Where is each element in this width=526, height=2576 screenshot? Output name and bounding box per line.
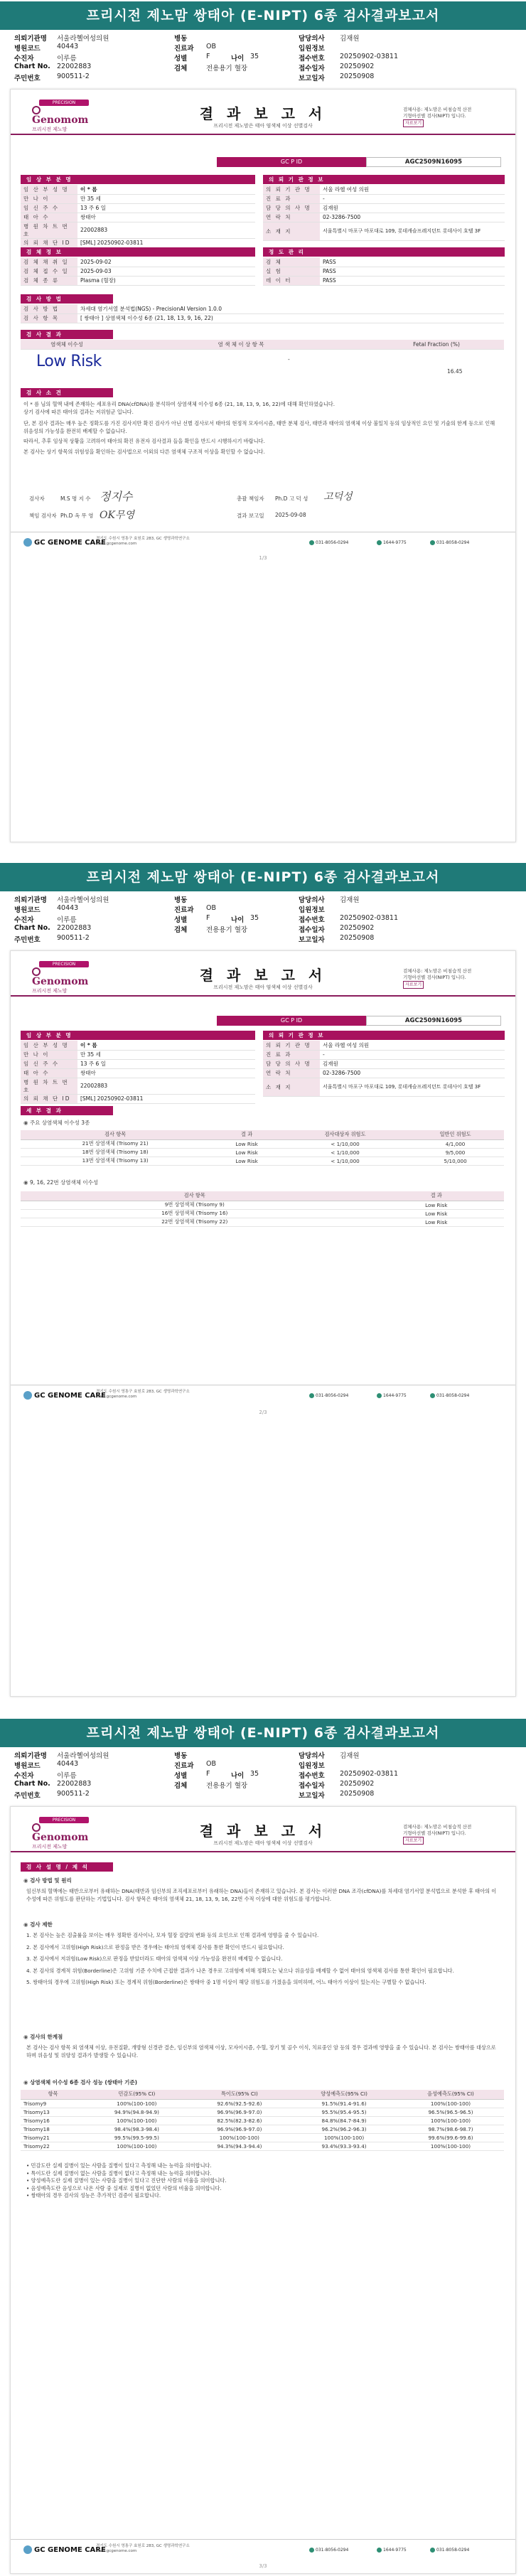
table-row: 검 사 방 법 차세대 염기서열 분석법(NGS) - PrecisionAI Version 1.0.0 <box>21 304 504 313</box>
table-row: 소 재 지 서울특별시 마포구 마포대로 109, 롯데캐슬프레지던트 롯데사이 호텔 3F <box>263 222 505 240</box>
gcp-id-value: AGC2509N16095 <box>366 157 501 167</box>
table-row: Trisomy21 99.5%(99.5-99.5) 100%(100-100) 100%(100-100) 99.6%(99.6-99.6) <box>21 2133 504 2142</box>
header-rule <box>11 995 515 997</box>
table-row: 의 뢰 채 단 ID [SML] 20250902-03811 <box>21 1094 255 1103</box>
patient-info-header: 의뢰기관명 서울라헬여성의원 병원코드 40443 수진자 이루름 Chart No. 22002883 주민번호 900511-2 병동 진료과 OB 성별 F 나이 35 검체 전용용기 혈장 담당의사 김재원 입원정보 접수번호 20250902-03811 접수일자 20250902 보고일자 20250908 <box>14 896 399 944</box>
requester-table <box>263 1041 505 1097</box>
table-row: 검사 항목 결 과 <box>21 1191 504 1201</box>
list-item: • 쌍태아의 경우 검사의 성능은 추가적인 검증이 필요합니다. <box>26 2192 161 2199</box>
data-view-button[interactable]: 자료보기 <box>403 1837 424 1845</box>
report-sheet-3 <box>10 1806 516 2574</box>
section-result: 검 사 결 과 <box>21 330 113 339</box>
list-item: • 특이도란 실제 질병이 없는 사람을 질병이 없다고 측정해 내는 능력을 의미합니다. <box>26 2169 212 2177</box>
table-row: 검 사 항 목 [ 쌍태아 ] 상염색체 이수성 6종 (21, 18, 13, 9, 16, 22) <box>21 313 504 323</box>
table-row: 검 체 PASS <box>263 257 505 267</box>
table-row: Trisomy18 98.4%(98.3-98.4) 96.9%(96.9-97.0) 96.2%(96.2-96.3) 98.7%(98.6-98.7) <box>21 2125 504 2133</box>
report-subtitle: 프리시전 제노맘은 태아 염색체 이상 선별검사 <box>213 984 313 990</box>
table-row: 진 료 과 - <box>263 194 505 203</box>
table-row: 임 산 부 성 명 이 * 름 <box>21 1041 255 1050</box>
table-row: 21번 상염색체 (Trisomy 21) Low Risk < 1/10,000 4/1,000 <box>21 1139 504 1148</box>
data-view-button[interactable]: 자료보기 <box>403 981 424 989</box>
table-row: 실 험 PASS <box>263 267 505 276</box>
report-right-note: 검체사용: 제노맘은 비침습적 산전 기형아선별 검사(NIPT) 입니다. 자료보기 <box>403 1824 472 1843</box>
report-banner-title: 프리시전 제노맘 쌍태아 (E-NIPT) 6종 검사결과보고서 <box>0 1 526 30</box>
table-row: 염색체 이수성 염 색 체 이 상 항 목 Fetal Fraction (%) <box>21 340 504 349</box>
major-result-table <box>21 1130 504 1166</box>
section-specimen: 검 체 정 보 <box>21 247 255 257</box>
patient-info-header: 의뢰기관명 서울라헬여성의원 병원코드 40443 수진자 이루름 Chart No. 22002883 주민번호 900511-2 병동 진료과 OB 성별 F 나이 35 검체 전용용기 혈장 담당의사 김재원 입원정보 접수번호 20250902-03811 접수일자 20250902 보고일자 20250908 <box>14 35 399 82</box>
total-signature: 고덕성 <box>323 491 353 503</box>
performance-table <box>21 2090 504 2151</box>
section-opinion: 검 사 소 견 <box>21 388 113 397</box>
major-note: ◉ 주요 상염색체 이수성 3종 <box>23 1119 90 1127</box>
limits-text: 본 검사는 검사 항목 외 염색체 이상, 유전질환, 개방형 신경관 결손, 임신부의 염색체 이상, 모자이시즘, 수혈, 장기 및 골수 이식, 치료중인 암 등의 경우 결과에 영향을 줄 수 있습니다. 본 검사는 쌍태아를 대상으로 하며 위음성 및 위양성 결과가 발생할 수 있습니다. <box>26 2044 496 2059</box>
gcp-id-value: AGC2509N16095 <box>366 1016 501 1026</box>
list-item: 4. 본 검사의 경계적 위험(Borderline)은 고위험 기준 수치에 근접한 결과가 나온 경우로 고위험에 비해 정확도는 낮으나 위음성을 배제할 수 없어 태아의 염색체 검사를 통한 확인이 필요합니다. <box>26 1967 454 1974</box>
report-title: 결 과 보 고 서 <box>199 967 327 984</box>
list-item: • 민감도란 실제 질병이 있는 사람을 질병이 있다고 측정해 내는 능력을 의미합니다. <box>26 2162 212 2169</box>
table-row: 임 신 주 수 13 주 6 일 <box>21 203 255 213</box>
result-header-table <box>21 340 504 350</box>
gc-logo-icon <box>23 2545 32 2554</box>
gc-genome-logo: GC GENOME CARE <box>23 538 106 547</box>
gc-logo-icon <box>23 1391 32 1400</box>
list-item: • 음성예측도란 음성으로 나온 사람 중 실제로 질병이 없었던 사람의 비율을 의미합니다. <box>26 2184 222 2191</box>
section-requester: 의 뢰 기 관 정 보 <box>263 1031 505 1040</box>
result-abnormal-item: - <box>288 356 290 363</box>
footnotes <box>26 2162 499 2200</box>
report-right-note: 검체사용: 제노맘은 비침습적 산전 기형아선별 검사(NIPT) 입니다. 자료보기 <box>403 968 472 987</box>
list-item: • 양성예측도란 실제 질병이 있는 사람을 질병이 있다고 진단한 사람의 비율을 의미합니다. <box>26 2177 227 2184</box>
gcp-id-label: GC P ID <box>217 1016 366 1026</box>
table-row: 담 당 의 사 명 김재원 <box>263 203 505 213</box>
section-detail: 세 부 결 과 <box>21 1106 113 1115</box>
list-item: 5. 쌍태아의 경우에 고위험(High Risk) 또는 경계적 위험(Borderline)은 쌍태아 중 1명 이상이 해당 위험도를 가졌음을 의미하며, 어느 태아가 이상이 있는지는 구별할 수 없습니다. <box>26 1979 426 1985</box>
notes-heading: ◉ 검사 제한 <box>23 1921 53 1928</box>
genomom-logo-icon <box>32 1823 41 1832</box>
table-row: 임 신 주 수 13 주 6 일 <box>21 1059 255 1068</box>
table-row: 의 뢰 채 단 ID [SML] 20250902-03811 <box>21 238 255 247</box>
table-row: 검 체 종 류 Plasma (혈장) <box>21 276 255 285</box>
report-sheet-2 <box>10 950 516 1697</box>
table-row: 의 뢰 기 관 명 서울 라헬 여성 의원 <box>263 1041 505 1050</box>
table-row: 병 원 차 트 번 호 22002883 <box>21 222 255 238</box>
gc-logo-icon <box>23 538 32 547</box>
table-row: 태 아 수 쌍태아 <box>21 1068 255 1078</box>
specimen-table <box>21 257 255 286</box>
section-quality: 정 도 관 리 <box>263 247 505 257</box>
table-row: 연 락 처 02-3286-7500 <box>263 213 505 222</box>
gc-genome-logo: GC GENOME CARE <box>23 1391 106 1400</box>
table-row: 항목 민감도(95% CI) 특이도(95% CI) 양성예측도(95% CI) 음성예측도(95% CI) <box>21 2090 504 2099</box>
section-requester: 의 뢰 기 관 정 보 <box>263 175 505 184</box>
page-number: 1/3 <box>259 555 267 561</box>
requester-table <box>263 185 505 241</box>
section-guide: 검 사 설 명 / 제 석 <box>21 1862 113 1872</box>
fax-icon <box>430 540 435 545</box>
phone-icon <box>377 1393 382 1398</box>
fetal-fraction-value: 16.45 <box>447 368 463 375</box>
subject-table <box>21 185 255 248</box>
table-row: 진 료 과 - <box>263 1050 505 1059</box>
approver-signature: OK무영 <box>100 510 134 521</box>
report-right-note: 검체사용: 제노맘은 비침습적 산전 기형아선별 검사(NIPT) 입니다. 자료보기 <box>403 107 472 126</box>
genomom-logo-icon <box>32 967 41 976</box>
table-row: 16번 상염색체 (Trisomy 16) Low Risk <box>21 1209 504 1218</box>
phone-icon <box>377 2548 382 2553</box>
table-row: 데 이 터 PASS <box>263 276 505 285</box>
scope-heading: ◉ 검사 방법 및 원리 <box>23 1877 72 1884</box>
report-banner-title: 프리시전 제노맘 쌍태아 (E-NIPT) 6종 검사결과보고서 <box>0 863 526 891</box>
table-row: 검 체 채 취 일 2025-09-02 <box>21 257 255 267</box>
section-subject: 임 상 부 분 명 <box>21 1031 255 1040</box>
header-rule <box>11 1851 515 1852</box>
gcp-id-label: GC P ID <box>217 157 366 167</box>
opinion-text: 이 * 름 님의 혈액 내에 존재하는 세포유리 DNA(cfDNA)를 분석하여 상염색체 이수성 6종 (21, 18, 13, 9, 16, 22)에 대해 확인하였습니다. 상기 검사에 따른 태아의 결과는 저위험군 입니다. 단, 본 검사 결과는 매우 높은 정확도를 가진 검사지만 확진 검사가 아닌 선별 검사로서 태아의 현정적 모자이시즘, 태반 분체 검사, 태반과 태아의 염색체 이상 불일치 등의 임상적인 요인 및 기술의 한계 등으로 인해 위음성의 가능성을 완전히 배제할 수 없습니다. 따라서, 추후 임상적 상황을 고려하여 태아의 확진 유전자 검사결과 들을 확인을 반드시 시행하시기 바랍니다. 본 검사는 상기 항목의 위험성을 확인하는 검사법으로 이외의 다른 염색체 구조적 이상을 확인할 수 없습니다. <box>23 401 495 455</box>
report-page-3 <box>0 1719 526 2572</box>
table-row: 병 원 차 트 번 호 22002883 <box>21 1078 255 1094</box>
list-item: 2. 본 검사에서 고위험(High Risk)으로 판정을 받은 경우에는 태아의 염색체 검사를 통한 확인이 반드시 필요합니다. <box>26 1943 284 1950</box>
page-number: 2/3 <box>259 1410 267 1415</box>
report-title: 결 과 보 고 서 <box>199 1823 327 1840</box>
report-title: 결 과 보 고 서 <box>199 105 327 122</box>
list-item: 3. 본 검사에서 저위험(Low Risk)으로 판정을 받았더라도 태아의 염색체 이상 가능성을 완전히 배제할 수 없습니다. <box>26 1955 283 1962</box>
minor-result-table <box>21 1191 504 1227</box>
report-page-1 <box>0 0 526 853</box>
table-row: 연 락 처 02-3286-7500 <box>263 1068 505 1078</box>
data-view-button[interactable]: 자료보기 <box>403 119 424 127</box>
table-row: 18번 상염색체 (Trisomy 18) Low Risk < 1/10,000 9/5,000 <box>21 1148 504 1156</box>
page-number: 3/3 <box>259 2563 267 2569</box>
scope-text: 임신부의 혈액에는 태반으로부터 유래하는 DNA(태반과 임신부의 조직세포로부터 유래하는 DNA)들이 존재하고 있습니다. 본 검사는 이러한 DNA 조각(cfDNA)를 차세대 염기서열 분석법으로 분석한 후 태아의 이수성에 따른 위험도를 판단하는 기법입니다. 검사 항목은 태아의 염색체 21, 18, 13, 9, 16, 22번 수적 이상에 대한 위험도를 평가합니다. <box>26 1888 497 1902</box>
table-row: 담 당 의 사 명 김재원 <box>263 1059 505 1068</box>
patient-info-header: 의뢰기관명 서울라헬여성의원 병원코드 40443 수진자 이루름 Chart No. 22002883 주민번호 900511-2 병동 진료과 OB 성별 F 나이 35 검체 전용용기 혈장 담당의사 김재원 입원정보 접수번호 20250902-03811 접수일자 20250902 보고일자 20250908 <box>14 1752 399 1800</box>
section-subject: 임 상 부 분 명 <box>21 175 255 184</box>
minor-note: ◉ 9, 16, 22번 상염색체 이수성 <box>23 1179 98 1186</box>
list-item: 1. 본 검사는 높은 검출률을 보이는 매우 정확한 검사이나, 모자 혈장 질량의 변화 등의 요인으로 인해 결과에 영향을 줄 수 있습니다. <box>26 1932 319 1938</box>
fax-icon <box>430 1393 435 1398</box>
phone-icon <box>309 2548 314 2553</box>
footer: GC GENOME CARE 경기도 수원시 영통구 효원로 283, GC 생명과학연구소 www.gcgenome.com 031-8056-0294 1644-9775 031-8058-0294 <box>11 1385 515 1406</box>
genomom-logo: PRECISION Genomom 프리시전 제노맘 <box>32 962 89 994</box>
footer: GC GENOME CARE 경기도 수원시 영통구 효원로 283, GC 생명과학연구소 www.gcgenome.com 031-8056-0294 1644-9775 031-8058-0294 <box>11 532 515 553</box>
report-banner-title: 프리시전 제노맘 쌍태아 (E-NIPT) 6종 검사결과보고서 <box>0 1719 526 1747</box>
limits-heading: ◉ 검사의 한계점 <box>23 2033 63 2041</box>
inspector-signature: 정지수 <box>100 490 133 503</box>
result-low-risk: Low Risk <box>36 353 102 370</box>
table-row: Trisomy16 100%(100-100) 82.5%(82.3-82.6) 84.8%(84.7-84.9) 100%(100-100) <box>21 2116 504 2125</box>
table-row: 검 체 접 수 일 2025-09-03 <box>21 267 255 276</box>
section-method: 검 사 방 법 <box>21 294 113 304</box>
quality-table <box>263 257 505 286</box>
phone-icon <box>377 540 382 545</box>
footer: GC GENOME CARE 경기도 수원시 영통구 효원로 283, GC 생명과학연구소 www.gcgenome.com 031-8056-0294 1644-9775 031-8058-0294 <box>11 2539 515 2560</box>
table-row: Trisomy22 100%(100-100) 94.3%(94.3-94.4) 93.4%(93.3-93.4) 100%(100-100) <box>21 2142 504 2150</box>
header-rule <box>11 134 515 135</box>
table-row: 9번 상염색체 (Trisomy 9) Low Risk <box>21 1201 504 1209</box>
table-row: 13번 상염색체 (Trisomy 13) Low Risk < 1/10,000 5/10,000 <box>21 1156 504 1165</box>
genomom-logo-icon <box>32 106 41 114</box>
report-subtitle: 프리시전 제노맘은 태아 염색체 이상 선별검사 <box>213 123 313 129</box>
table-row: 검사 항목 결 과 검사대상자 위험도 일반인 위험도 <box>21 1130 504 1139</box>
table-row: 만 나 이 만 35 세 <box>21 194 255 203</box>
genomom-logo: PRECISION Genomom 프리시전 제노맘 <box>32 100 89 132</box>
notes-list <box>26 1932 499 1991</box>
phone-icon <box>309 540 314 545</box>
genomom-logo: PRECISION Genomom 프리시전 제노맘 <box>32 1818 89 1850</box>
table-row: 소 재 지 서울특별시 마포구 마포대로 109, 롯데캐슬프레지던트 롯데사이 호텔 3F <box>263 1078 505 1096</box>
report-sheet-1: PRECISION Genomom 프리시전 제노맘 결 과 보 고 서 프리시전 제노맘은 태아 염색체 이상 선별검사 검체사용: 제노맘은 비침습적 산전 기형아선별 검사(NIPT) 입니다. 자료보기 GC P ID AGC2509N16095 임 상 부 분 명 의 뢰 기 관 정 보 임 산 부 성 명 이 * 름 만 나 이 만 35 세 임 신 주 수 13 주 6 일 태 아 수 쌍태아 병 원 차 트 번 호 22002883 의 뢰 채 단 ID [SML] 20250902-03811 의 뢰 기 관 명 서울 라헬 여성 의원 진 료 과 - 담 당 의 사 명 김재원 연 락 처 02-3286-7500 소 재 지 서울특별시 마포구 마포대로 109, 롯데캐슬프레지던트 롯데사이 호텔 3F 검 체 정 보 정 도 관 리 검 체 채 취 일 2025-09-02 검 체 접 수 일 2025-09-03 검 체 종 류 Plasma (혈장) 검 체 PASS 실 험 PASS 데 이 터 PASS 검 사 방 법 검 사 방 법 차세대 염기서열 분석법(NGS) - PrecisionAI Version 1.0.0 검 사 항 목 [ 쌍태아 ] 상염색체 이수성 6종 (21, 18, 13, 9, 16, 22) 검 사 결 과 염색체 이수성 염 색 체 이 상 항 목 Fetal Fraction (%) Low Risk - 16.45 검 사 소 견 이 * 름 님의 혈액 내에 존재하는 세포유리 DNA(cfDNA)를 분석하여 상염색체 이수성 6종 (21, 18, 13, 9, 16, 22)에 대해 확인하였습니다. 상기 검사에 따른 태아의 결과는 저위험군 입니다. 단, 본 검사 결과는 매우 높은 정확도를 가진 검사지만 확진 검사가 아닌 선별 검사로서 태아의 현정적 모자이시즘, 태반 분체 검사, 태반과 태아의 염색체 이상 불일치 등의 임상적인 요인 및 기술의 한계 등으로 인해 위음성의 가능성을 완전히 배제할 수 없습니다. 따라서, 추후 임상적 상황을 고려하여 태아의 확진 유전자 검사결과 들을 확인을 반드시 시행하시기 바랍니다. 본 검사는 상기 항목의 위험성을 확인하는 검사법으로 이외의 다른 염색체 구조적 이상을 확인할 수 없습니다. 검사자 M.S 명 지 수 정지수 책임 검사자 Ph.D 옥 무 영 OK무영 총괄 책임자 Ph.D 고 덕 성 고덕성 결과 보고일 2025-09-08 GC GENOME CARE 경기도 수원시 영통구 효원로 283, GC 생명과학연구소 www.gcgenome.com 031-8056-0294 1644-9775 031-8058-0294 1/3 <box>10 89 516 842</box>
table-row: Trisomy9 100%(100-100) 92.6%(92.5-92.6) 91.5%(91.4-91.6) 100%(100-100) <box>21 2099 504 2108</box>
table-row: 의 뢰 기 관 명 서울 라헬 여성 의원 <box>263 185 505 194</box>
method-table <box>21 304 504 323</box>
table-row: 임 산 부 성 명 이 * 름 <box>21 185 255 194</box>
phone-icon <box>309 1393 314 1398</box>
report-page-2 <box>0 863 526 1716</box>
fax-icon <box>430 2548 435 2553</box>
table-row: 태 아 수 쌍태아 <box>21 213 255 222</box>
gc-genome-logo: GC GENOME CARE <box>23 2545 106 2554</box>
table-row: 22번 상염색체 (Trisomy 22) Low Risk <box>21 1218 504 1226</box>
subject-table <box>21 1041 255 1104</box>
report-subtitle: 프리시전 제노맘은 태아 염색체 이상 선별검사 <box>213 1840 313 1846</box>
table-row: Trisomy13 94.9%(94.8-94.9) 96.9%(96.9-97.0) 95.5%(95.4-95.5) 96.5%(96.5-96.5) <box>21 2108 504 2116</box>
table-row: 만 나 이 만 35 세 <box>21 1050 255 1059</box>
performance-heading: ◉ 상염색체 이수성 6종 검사 성능 (쌍태아 기준) <box>23 2078 137 2086</box>
